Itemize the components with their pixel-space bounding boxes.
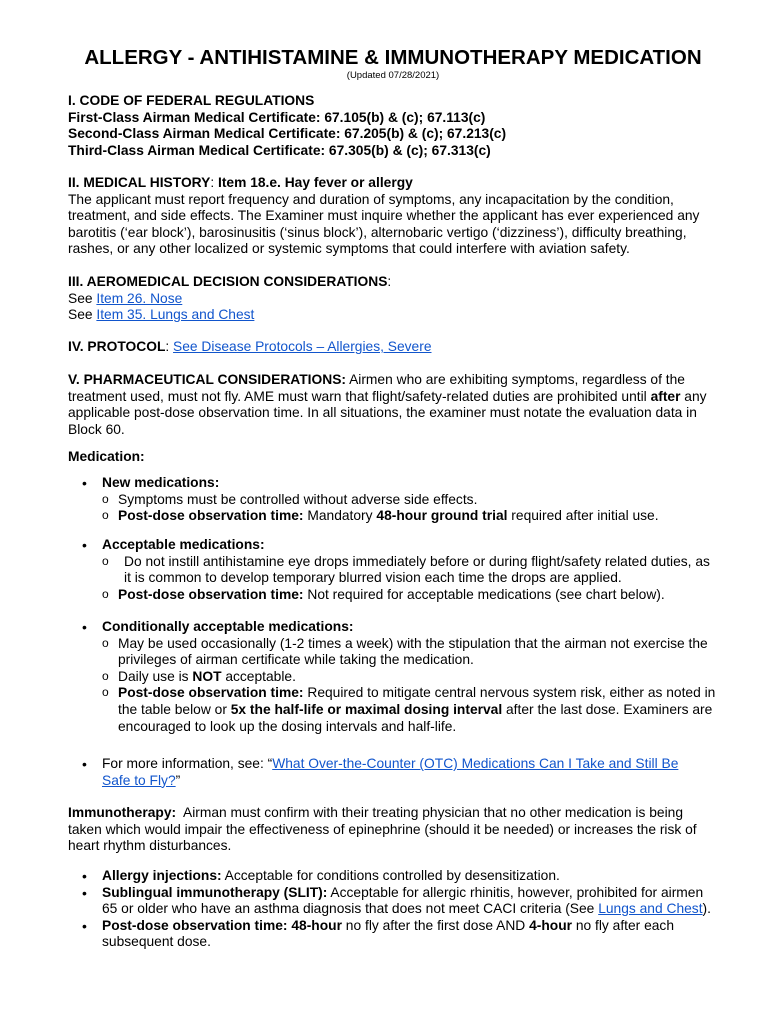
medication-heading: Medication: — [68, 449, 145, 464]
document-title: ALLERGY - ANTIHISTAMINE & IMMUNOTHERAPY MEDICATION — [84, 46, 702, 69]
half-life-emphasis: 5x the half-life or maximal dosing interval — [230, 701, 503, 717]
list-item — [68, 756, 718, 789]
heading-colon: : — [387, 274, 392, 289]
observation-text: required after initial use. — [507, 508, 659, 524]
item-26-nose-link[interactable]: Item 26. Nose — [96, 290, 183, 306]
acceptable-medications-label: Acceptable medications: — [102, 537, 265, 552]
immunotherapy-list — [68, 868, 718, 951]
see-label: See — [68, 290, 97, 306]
see-label: See — [68, 307, 97, 323]
cfr-first-class: First-Class Airman Medical Certificate: 67.105(b) & (c); 67.113(c) — [68, 109, 486, 125]
closing-quote: ” — [175, 772, 181, 788]
observation-text: after the last dose. Examiners are encouraged to look up the dosing intervals and half-life. — [118, 701, 713, 734]
disease-protocols-link[interactable]: See Disease Protocols – Allergies, Severe — [173, 339, 432, 354]
slit-label: Sublingual immunotherapy (SLIT): — [102, 884, 328, 900]
new-medications-block — [68, 475, 718, 525]
section-medical-history — [68, 175, 718, 258]
daily-use-text: Daily use is — [118, 668, 193, 684]
list-item — [68, 885, 718, 918]
observation-label: Post-dose observation time: — [102, 917, 288, 933]
more-info-text: For more information, see: “ — [102, 756, 273, 771]
conditional-medications-label: Conditionally acceptable medications: — [102, 619, 354, 634]
heading-colon: : — [165, 339, 174, 354]
list-item — [68, 868, 718, 885]
item-35-lungs-link[interactable]: Item 35. Lungs and Chest — [96, 307, 255, 323]
ground-trial-emphasis: 48-hour ground trial — [376, 508, 508, 524]
acceptable-medications-block — [68, 537, 718, 603]
heading-colon: : — [210, 175, 218, 190]
immunotherapy-body: Airman must confirm with their treating physician that no other medication is being taken which would impair the effectiveness of epinephrine (should it be needed) or increases the risk of heart rhythm disturbances. — [68, 805, 701, 854]
allergy-injections-text: Acceptable for conditions controlled by desensitization. — [221, 868, 560, 883]
list-item — [68, 619, 718, 735]
list-item — [68, 587, 718, 604]
lungs-and-chest-link[interactable]: Lungs and Chest — [598, 901, 703, 917]
section-heading: IV. PROTOCOL — [68, 339, 166, 354]
section-heading: II. MEDICAL HISTORY — [68, 175, 211, 190]
list-item: o May be used occasionally (1-2 times a week) with the stipulation that the airman not exercise the privileges of airman certificate while taking the medication. — [68, 636, 718, 669]
pharma-body-a: Airmen who are exhibiting symptoms, regardless of the treatment used, must not fly. AME must warn that flight/safety-related duties are prohibited until — [68, 372, 685, 404]
observation-label: Post-dose observation time: — [118, 586, 304, 602]
list-item — [68, 918, 718, 951]
history-item: Item 18.e. Hay fever or allergy — [218, 175, 413, 190]
observation-text: no fly after the first dose AND — [341, 917, 530, 933]
more-info-block — [68, 756, 718, 789]
list-item — [68, 537, 718, 603]
section-protocol — [68, 339, 718, 356]
slit-text: Acceptable for allergic rhinitis, however, prohibited for airmen 65 or older who have an asthma diagnosis that does not meet CACI criteria (See — [102, 884, 704, 917]
history-body: The applicant must report frequency and duration of symptoms, any incapacitation by the condition, treatment, and side effects. The Examiner must inquire whether the applicant has ever experienced any barotitis (‘ear block’), barosinusitis (‘sinus block’), alternobaric vertigo (‘dizziness’), difficulty breathing, rashes, or any other localized or systemic symptoms that could interfere with aviation safety. — [68, 191, 700, 257]
list-item — [68, 508, 718, 525]
4-hour-emphasis: 4-hour — [529, 917, 572, 933]
immunotherapy-block — [68, 805, 718, 855]
observation-label: Post-dose observation time: — [118, 685, 304, 701]
section-heading: I. CODE OF FEDERAL REGULATIONS — [68, 93, 315, 108]
list-item — [68, 669, 718, 686]
after-emphasis: after — [650, 388, 681, 404]
observation-text: Mandatory — [303, 508, 377, 524]
medication-heading-block — [68, 449, 718, 466]
list-item — [68, 475, 718, 525]
otc-medications-link[interactable]: What Over-the-Counter (OTC) Medications Can I Take and Still Be Safe to Fly? — [102, 756, 679, 788]
allergy-injections-label: Allergy injections: — [102, 868, 222, 883]
pharma-body-b: any applicable post-dose observation time. In all situations, the examiner must notate the evaluation data in Block 60. — [68, 388, 707, 437]
section-heading: III. AEROMEDICAL DECISION CONSIDERATIONS — [68, 274, 388, 289]
section-heading: V. PHARMACEUTICAL CONSIDERATIONS: — [68, 372, 346, 387]
updated-date: (Updated 07/28/2021) — [346, 70, 440, 81]
new-medications-label: New medications: — [102, 475, 220, 490]
not-emphasis: NOT — [192, 668, 222, 684]
cfr-second-class: Second-Class Airman Medical Certificate: 67.205(b) & (c); 67.213(c) — [68, 126, 507, 142]
48-hour-emphasis: 48-hour — [287, 917, 342, 933]
observation-label: Post-dose observation time: — [118, 508, 304, 524]
immunotherapy-label: Immunotherapy: — [68, 805, 177, 820]
list-item — [68, 685, 718, 735]
observation-text: Required to mitigate central nervous system risk, either as noted in the table below or — [118, 685, 716, 717]
list-item: o Symptoms must be controlled without adverse side effects. — [68, 492, 718, 509]
conditional-medications-block — [68, 619, 718, 735]
observation-text: no fly after each subsequent dose. — [102, 917, 675, 950]
section-cfr — [68, 93, 718, 159]
cfr-third-class: Third-Class Airman Medical Certificate: 67.305(b) & (c); 67.313(c) — [68, 142, 491, 158]
section-aeromedical — [68, 274, 718, 324]
daily-use-text: acceptable. — [221, 668, 296, 684]
slit-end: ). — [702, 901, 711, 917]
list-item: o Do not instill antihistamine eye drops immediately before or during flight/safety related duties, as it is common to develop temporary blurred vision each time the drops are applied. — [68, 554, 718, 587]
section-pharmaceutical — [68, 372, 718, 438]
observation-text: Not required for acceptable medications (see chart below). — [303, 586, 665, 602]
